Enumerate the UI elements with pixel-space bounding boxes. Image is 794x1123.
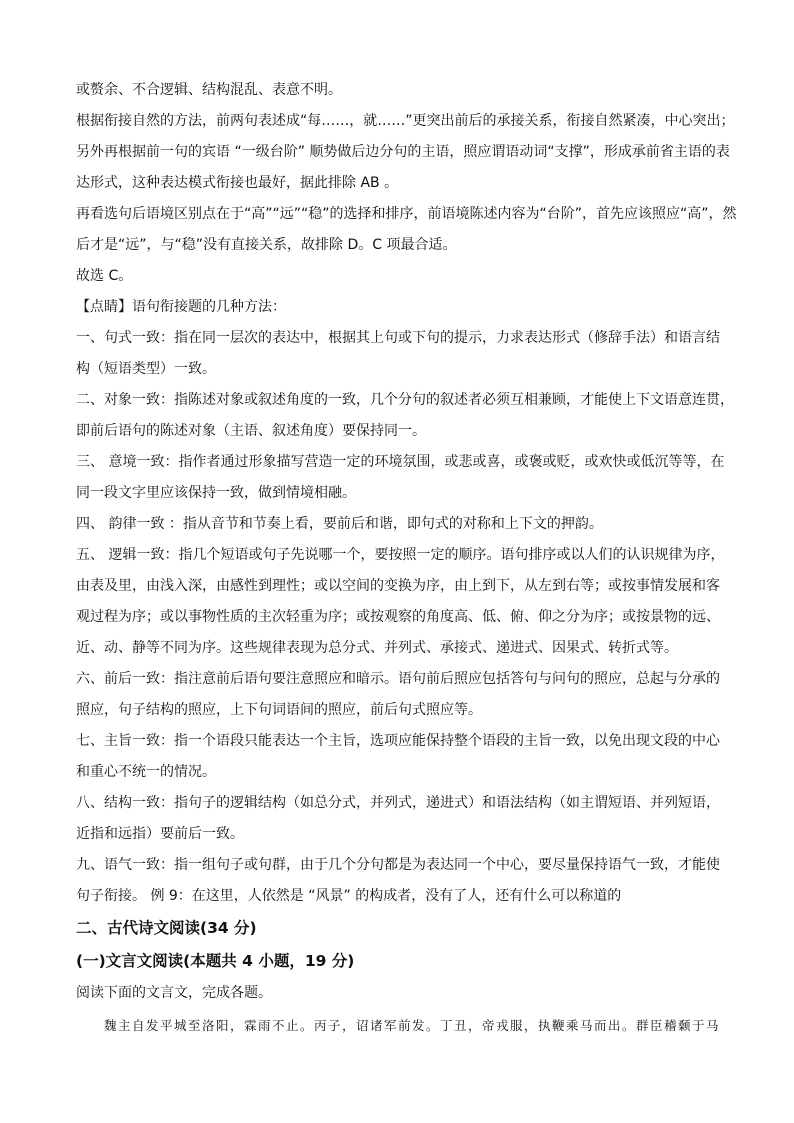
text-line: 根据衔接自然的方法，前两句表述成“每……，就……”更突出前后的承接关系，衔接自然紧凑，中心突出； bbox=[76, 113, 735, 129]
text-line: 故选 C。 bbox=[76, 268, 133, 284]
text-line: 同一段文字里应该保持一致，做到情境相融。 bbox=[76, 485, 356, 501]
text-line: 句子衔接。 例 9：在这里，人依然是 “风景” 的构成者，没有了人，还有什么可以称道的 bbox=[76, 888, 622, 904]
text-line: 另外再根据前一句的宾语 “一级台阶” 顺势做后边分句的主语，照应谓语动词“支撑”，形成承前省主语的表 bbox=[76, 144, 730, 160]
text-line: 四、 韵律一致 ：指从音节和节奏上看，要前后和谐，即句式的对称和上下文的押韵。 bbox=[76, 516, 603, 532]
section-title: 二、古代诗文阅读(34 分) bbox=[76, 919, 257, 937]
text-line: 六、前后一致：指注意前后语句要注意照应和暗示。语句前后照应包括答句与问句的照应，总起与分承的 bbox=[76, 671, 720, 687]
instruction-text: 阅读下面的文言文，完成各题。 bbox=[76, 985, 272, 1001]
text-line: 达形式，这种表达模式衔接也最好，据此排除 AB 。 bbox=[76, 175, 399, 191]
text-line: 三、 意境一致：指作者通过形象描写营造一定的环境氛围，或悲或喜，或褒或贬，或欢快或低沉等等，在 bbox=[76, 454, 725, 470]
text-line: 近指和远指）要前后一致。 bbox=[76, 826, 244, 842]
text-line: 近、动、静等不同为序。这些规律表现为总分式、并列式、承接式、递进式、因果式、转折式等。 bbox=[76, 640, 678, 656]
text-line: 八、结构一致：指句子的逻辑结构（如总分式，并列式，递进式）和语法结构（如主谓短语、并列短语， bbox=[76, 795, 720, 811]
text-line: 二、对象一致：指陈述对象或叙述角度的一致，几个分句的叙述者必须互相兼顾，才能使上下文语意连贯， bbox=[76, 392, 734, 408]
text-line: 七、主旨一致：指一个语段只能表达一个主旨，选项应能保持整个语段的主旨一致，以免出现文段的中心 bbox=[76, 733, 720, 749]
text-line: 即前后语句的陈述对象（主语、叙述角度）要保持同一。 bbox=[76, 423, 426, 439]
classical-passage: 魏主自发平城至洛阳，霖雨不止。丙子，诏诸军前发。丁丑，帝戎服，执鞭乘马而出。群臣稽颡于马 bbox=[104, 1018, 721, 1033]
text-line: 观过程为序；或以事物性质的主次轻重为序；或按观察的角度高、低、俯、仰之分为序；或按景物的远、 bbox=[76, 609, 720, 625]
text-line: 九、语气一致：指一组句子或句群，由于几个分句都是为表达同一个中心，要尽量保持语气一致，才能使 bbox=[76, 857, 720, 873]
text-line: 一、句式一致：指在同一层次的表达中，根据其上句或下句的提示，力求表达形式（修辞手法）和语言结 bbox=[76, 330, 720, 346]
text-line: 或赘余、不合逻辑、结构混乱、表意不明。 bbox=[76, 82, 342, 98]
text-line: 再看选句后语境区别点在于“高”“远”“稳”的选择和排序，前语境陈述内容为“台阶”，首先应该照应“高”，然 bbox=[76, 206, 737, 222]
text-line: 照应，句子结构的照应，上下句词语间的照应，前后句式照应等。 bbox=[76, 702, 482, 718]
text-line: 五、 逻辑一致：指几个短语或句子先说哪一个，要按照一定的顺序。语句排序或以人们的认识规律为序， bbox=[76, 547, 725, 563]
text-line: 由表及里，由浅入深，由感性到理性；或以空间的变换为序，由上到下，从左到右等；或按事情发展和客 bbox=[76, 578, 720, 594]
text-line: 构（短语类型）一致。 bbox=[76, 361, 216, 377]
text-line: 和重心不统一的情况。 bbox=[76, 764, 216, 780]
text-line: 后才是“远”，与“稳”没有直接关系，故排除 D。C 项最合适。 bbox=[76, 237, 457, 253]
text-line: 【点睛】语句衔接题的几种方法： bbox=[76, 299, 286, 315]
subsection-title: (一)文言文阅读(本题共 4 小题，19 分) bbox=[76, 952, 355, 970]
